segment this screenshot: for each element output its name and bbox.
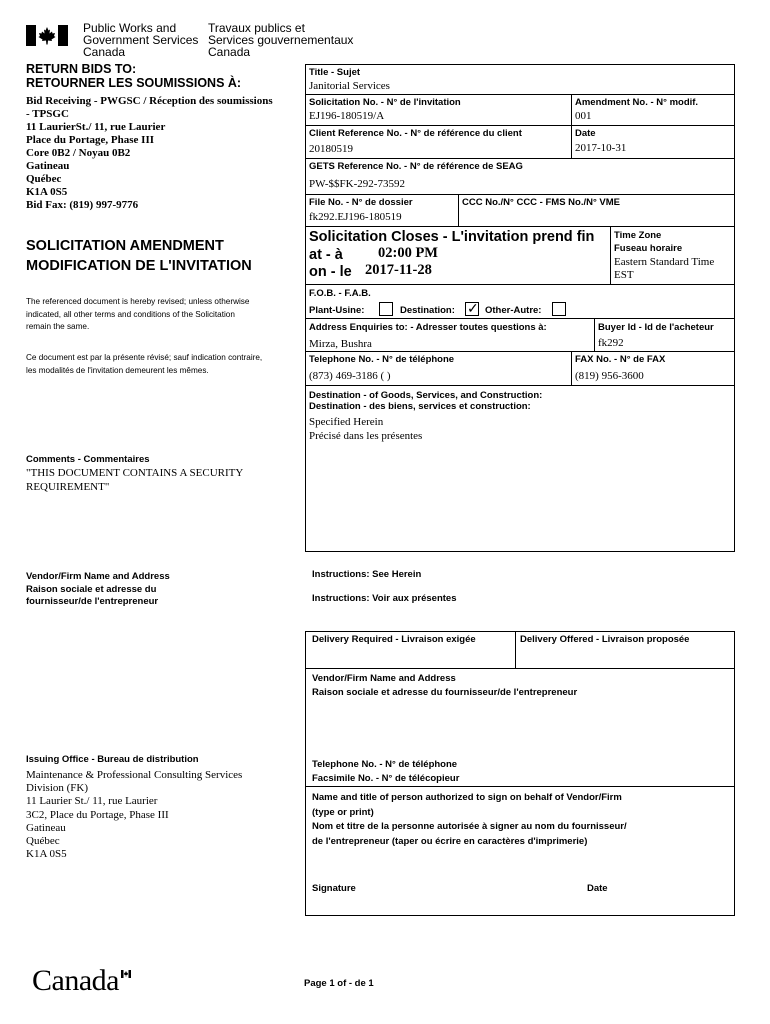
file-no-label: File No. - N° de dossier [309, 197, 413, 208]
buyer-id-value: fk292 [598, 337, 624, 349]
form-rule [305, 226, 735, 227]
address-line: Bid Receiving - PWGSC / Réception des soumissions [26, 95, 273, 107]
issuing-address-line: Maintenance & Professional Consulting Services [26, 769, 243, 781]
dept-en-line: Government Services [83, 33, 199, 47]
destination-checkbox[interactable] [465, 302, 479, 316]
gets-reference-value: PW-$$FK-292-73592 [309, 178, 405, 190]
issuing-address-line: Division (FK) [26, 782, 89, 795]
client-reference-value: 20180519 [309, 143, 353, 155]
amendment-title-fr: MODIFICATION DE L'INVITATION [26, 258, 252, 274]
instructions-en: Instructions: See Herein [312, 569, 422, 580]
comments-value [26, 467, 243, 494]
file-no-value: fk292.EJ196-180519 [309, 211, 402, 223]
amendment-title [26, 236, 252, 276]
time-zone-label-fr: Fuseau horaire [614, 243, 683, 254]
signature-date-label: Date [587, 883, 608, 894]
issuing-office-label: Issuing Office - Bureau de distribution [26, 754, 199, 765]
time-zone-value-line: Eastern Standard Time [614, 256, 715, 268]
note-line: The referenced document is hereby revised; unless otherwise [26, 297, 250, 306]
dept-en-line: Canada [83, 45, 126, 59]
fob-label: F.O.B. - F.A.B. [309, 288, 371, 299]
form-rule [594, 318, 595, 351]
dept-fr-line: Services gouvernementaux [208, 33, 354, 47]
vendor-firm-label-en: Vendor/Firm Name and Address [312, 673, 456, 684]
amendment-title-en: SOLICITATION AMENDMENT [26, 238, 224, 254]
return-bids-heading [26, 62, 241, 90]
vendor-label-line: fournisseur/de l'entrepreneur [26, 596, 159, 607]
department-name-fr [208, 22, 353, 58]
delivery-offered-label: Delivery Offered - Livraison proposée [520, 634, 690, 645]
buyer-id-label: Buyer Id - Id de l'acheteur [598, 322, 714, 333]
authorized-person-line: (type or print) [312, 806, 374, 818]
form-rule [305, 158, 735, 159]
department-name-en [83, 22, 198, 58]
time-zone-label [614, 229, 682, 255]
form-rule [305, 318, 735, 319]
return-bids-address [26, 95, 273, 212]
return-bids-heading-fr: RETOURNER LES SOUMISSIONS À: [26, 76, 242, 90]
destination-goods-label [309, 390, 542, 412]
issuing-address-line: 3C2, Place du Portage, Phase III [26, 808, 169, 821]
telephone-label: Telephone No. - N° de téléphone [309, 354, 455, 365]
address-line: 11 LaurierSt./ 11, rue Laurier [26, 121, 166, 133]
note-line: les modalités de l'invitation demeurent les mêmes. [26, 365, 209, 375]
form-rule [305, 385, 735, 386]
destination-label: Destination: [400, 305, 455, 316]
telephone-value: (873) 469-3186 ( ) [309, 370, 391, 382]
address-line: Core 0B2 / Noyau 0B2 [26, 147, 131, 159]
issuing-office-address [26, 769, 242, 861]
dept-fr-line: Canada [208, 45, 251, 59]
canada-flag-icon [26, 25, 68, 46]
form-rule [458, 194, 459, 226]
page-number: Page 1 of - de 1 [304, 978, 374, 989]
comments-line: REQUIREMENT" [26, 480, 110, 493]
client-reference-label: Client Reference No. - N° de référence du client [309, 128, 522, 139]
address-enquiries-label: Address Enquiries to: - Adresser toutes questions à: [309, 322, 547, 333]
plant-usine-label: Plant-Usine: [309, 305, 365, 316]
gets-reference-label: GETS Reference No. - N° de référence de SEAG [309, 161, 523, 172]
authorized-person-label [312, 791, 627, 849]
amendment-no-label: Amendment No. - N° modif. [575, 97, 699, 108]
title-label: Title - Sujet [309, 67, 361, 78]
solicitation-no-value: EJ196-180519/A [309, 110, 385, 122]
destination-goods-label-fr: Destination - des biens, services et construction: [309, 401, 531, 412]
form-rule [305, 194, 735, 195]
comments-label: Comments - Commentaires [26, 454, 150, 465]
time-zone-value [614, 256, 714, 282]
fax-value: (819) 956-3600 [575, 370, 644, 382]
issuing-address-line: 11 Laurier St./ 11, rue Laurier [26, 795, 158, 808]
solicitation-no-label: Solicitation No. - N° de l'invitation [309, 97, 461, 108]
vendor-firm-label [312, 672, 577, 700]
plant-usine-checkbox[interactable] [379, 302, 393, 316]
other-autre-label: Other-Autre: [485, 305, 542, 316]
authorized-person-line: Name and title of person authorized to sign on behalf of Vendor/Firm [312, 792, 622, 803]
time-zone-value-line: EST [614, 269, 634, 281]
note-line: indicated, all other terms and conditions of the Solicitation [26, 309, 235, 319]
vendor-firm-label-left [26, 571, 170, 609]
vendor-firm-label-fr: Raison sociale et adresse du fournisseur/de l'entrepreneur [312, 687, 578, 698]
address-line: K1A 0S5 [26, 186, 68, 198]
form-rule [571, 94, 572, 158]
amendment-no-value: 001 [575, 110, 592, 122]
form-rule [305, 94, 735, 95]
other-autre-checkbox[interactable] [552, 302, 566, 316]
return-bids-heading-en: RETURN BIDS TO: [26, 62, 137, 76]
issuing-address-line: Québec [26, 835, 60, 848]
destination-goods-label-en: Destination - of Goods, Services, and Construction: [309, 390, 543, 401]
date-label: Date [575, 128, 596, 139]
form-rule [305, 125, 735, 126]
canada-wordmark: Canada [32, 964, 119, 997]
address-enquiries-value: Mirza, Bushra [309, 338, 372, 350]
dept-en-line: Public Works and [83, 21, 177, 35]
destination-goods-value [309, 416, 422, 443]
form-rule [610, 226, 611, 284]
issuing-address-line: K1A 0S5 [26, 848, 67, 861]
closing-date-value: 2017-11-28 [365, 262, 432, 278]
closing-time-value: 02:00 PM [378, 245, 438, 261]
authorized-person-line: Nom et titre de la personne autorisée à signer au nom du fournisseur/ [312, 821, 627, 832]
ccc-no-label: CCC No./N° CCC - FMS No./N° VME [462, 197, 621, 208]
note-line: remain the same. [26, 322, 90, 331]
delivery-required-label: Delivery Required - Livraison exigée [312, 634, 476, 645]
bid-fax-line: Bid Fax: (819) 997-9776 [26, 199, 139, 211]
wordmark-flag-icon [121, 965, 131, 973]
fax-label: FAX No. - N° de FAX [575, 354, 666, 365]
title-value: Janitorial Services [309, 80, 390, 92]
vendor-telephone-label: Telephone No. - N° de téléphone [312, 759, 458, 770]
closing-at-label: at - à [309, 247, 343, 263]
amendment-note-en [26, 296, 249, 334]
issuing-address-line: Gatineau [26, 821, 66, 834]
address-line: Place du Portage, Phase III [26, 134, 155, 146]
instructions-fr: Instructions: Voir aux présentes [312, 593, 457, 604]
form-rule [515, 631, 516, 668]
note-line: Ce document est par la présente révisé; sauf indication contraire, [26, 353, 263, 362]
solicitation-closes-label: Solicitation Closes - L'invitation prend fin [309, 229, 595, 245]
amendment-note-fr [26, 352, 262, 377]
dept-fr-line: Travaux publics et [208, 21, 305, 35]
address-line: - TPSGC [26, 108, 69, 120]
signature-label: Signature [312, 883, 356, 894]
form-rule [305, 284, 735, 285]
destination-goods-value-line: Specified Herein [309, 416, 384, 428]
check-mark-icon: ✓ [467, 300, 479, 316]
vendor-label-line: Raison sociale et adresse du [26, 583, 157, 595]
authorized-person-line: de l'entrepreneur (taper ou écrire en caractères d'imprimerie) [312, 835, 588, 847]
form-rule [305, 351, 735, 352]
date-value: 2017-10-31 [575, 142, 627, 154]
address-line: Québec [26, 173, 62, 185]
destination-goods-value-line: Précisé dans les présentes [309, 429, 423, 442]
time-zone-label-en: Time Zone [614, 230, 662, 241]
vendor-label-line: Vendor/Firm Name and Address [26, 571, 170, 582]
form-rule [305, 668, 735, 669]
vendor-facsimile-label: Facsimile No. - N° de télécopieur [312, 773, 460, 784]
address-line: Gatineau [26, 160, 70, 172]
form-rule [571, 351, 572, 385]
closing-on-label: on - le [309, 264, 352, 280]
comments-line: "THIS DOCUMENT CONTAINS A SECURITY [26, 467, 244, 479]
form-rule [305, 786, 735, 787]
